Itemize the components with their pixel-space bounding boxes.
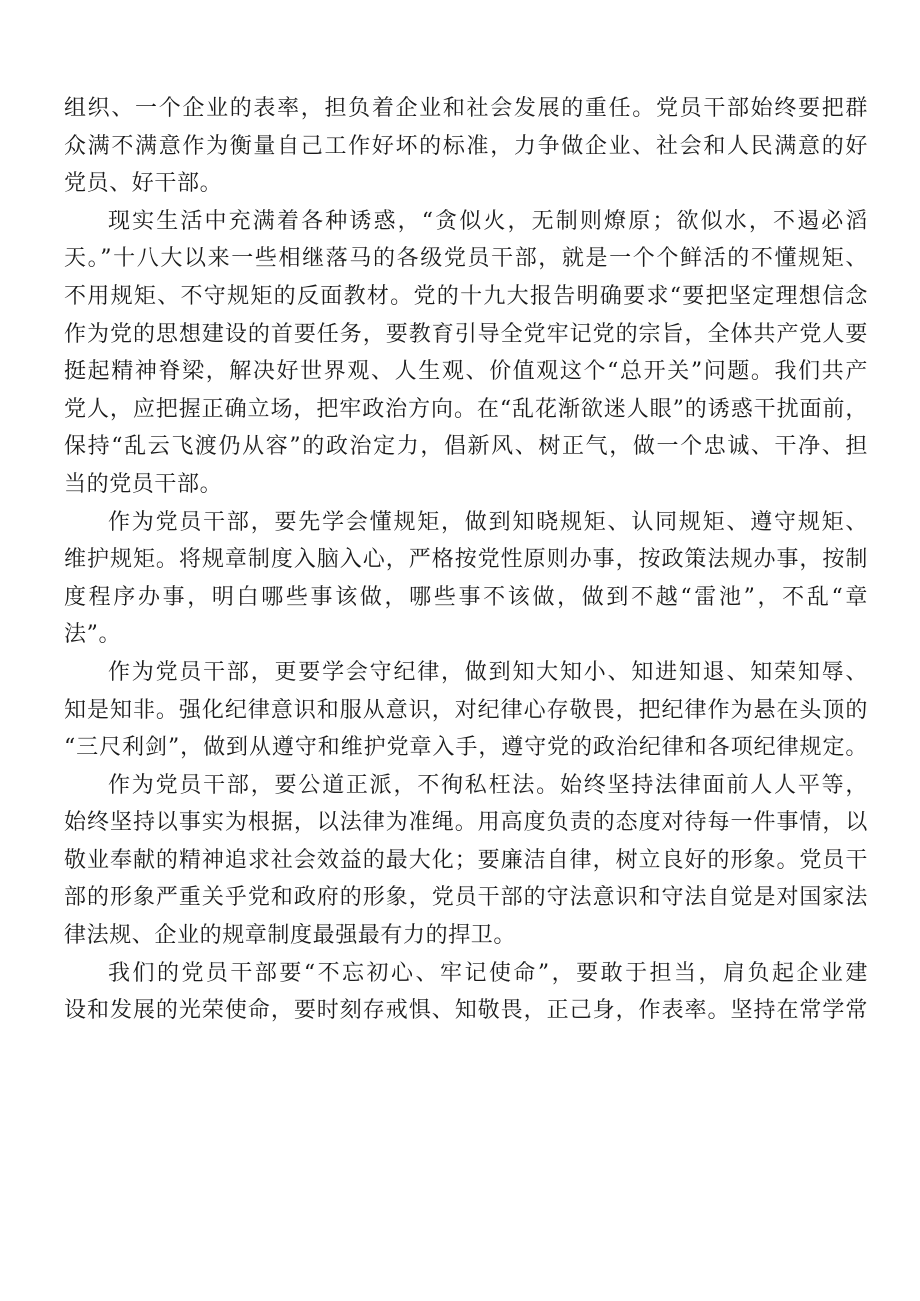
- paragraph-4: [64, 654, 868, 767]
- paragraph-1: [64, 90, 868, 203]
- text-line: 作为党的思想建设的首要任务，要教育引导全党牢记党的宗旨，全体共产党人要: [64, 321, 868, 347]
- text-line: 设和发展的光荣使命，要时刻存戒惧、知敬畏，正己身，作表率。坚持在常学常: [64, 998, 868, 1024]
- paragraph-6: [64, 955, 868, 1030]
- text-line: 天。”十八大以来一些相继落马的各级党员干部，就是一个个鲜活的不懂规矩、: [64, 246, 868, 272]
- text-line: 党人，应把握正确立场，把牢政治方向。在“乱花渐欲迷人眼”的诱惑干扰面前，: [64, 396, 868, 422]
- text-line: 众满不满意作为衡量自己工作好坏的标准，力争做企业、社会和人民满意的好: [64, 133, 868, 159]
- text-line: 律法规、企业的规章制度最强最有力的捍卫。: [64, 923, 517, 949]
- text-line: “三尺利剑”，做到从遵守和维护党章入手，遵守党的政治纪律和各项纪律规定。: [64, 735, 868, 761]
- text-line: 作为党员干部，要先学会懂规矩，做到知晓规矩、认同规矩、遵守规矩、: [108, 509, 868, 535]
- text-line: 始终坚持以事实为根据，以法律为准绳。用高度负责的态度对待每一件事情，以: [64, 810, 868, 836]
- text-line: 组织、一个企业的表率，担负着企业和社会发展的重任。党员干部始终要把群: [64, 96, 868, 121]
- text-line: 保持“乱云飞渡仍从容”的政治定力，倡新风、树正气，做一个忠诚、干净、担: [64, 434, 868, 460]
- paragraph-3: [64, 504, 868, 654]
- text-line: 维护规矩。将规章制度入脑入心，严格按党性原则办事，按政策法规办事，按制: [64, 547, 868, 573]
- text-line: 党员、好干部。: [64, 171, 223, 197]
- text-line: 知是知非。强化纪律意识和服从意识，对纪律心存敬畏，把纪律作为悬在头顶的: [64, 697, 868, 723]
- text-line: 不用规矩、不守规矩的反面教材。党的十九大报告明确要求“要把坚定理想信念: [64, 283, 868, 309]
- text-line: 法”。: [64, 622, 122, 648]
- text-line: 度程序办事，明白哪些事该做，哪些事不该做，做到不越“雷池”，不乱“章: [64, 584, 868, 610]
- document-page: [64, 90, 868, 1030]
- text-line: 作为党员干部，更要学会守纪律，做到知大知小、知进知退、知荣知辱、: [108, 659, 868, 685]
- paragraph-5: [64, 767, 868, 955]
- text-line: 我们的党员干部要“不忘初心、牢记使命”，要敢于担当，肩负起企业建: [108, 960, 868, 986]
- paragraph-2: [64, 203, 868, 504]
- text-line: 部的形象严重关乎党和政府的形象，党员干部的守法意识和守法自觉是对国家法: [64, 885, 868, 911]
- text-line: 挺起精神脊梁，解决好世界观、人生观、价值观这个“总开关”问题。我们共产: [64, 359, 868, 385]
- text-line: 当的党员干部。: [64, 471, 223, 497]
- text-line: 现实生活中充满着各种诱惑，“贪似火，无制则燎原；欲似水，不遏必滔: [108, 208, 868, 234]
- text-line: 敬业奉献的精神追求社会效益的最大化；要廉洁自律，树立良好的形象。党员干: [64, 847, 868, 873]
- text-line: 作为党员干部，要公道正派，不徇私枉法。始终坚持法律面前人人平等，: [108, 772, 868, 798]
